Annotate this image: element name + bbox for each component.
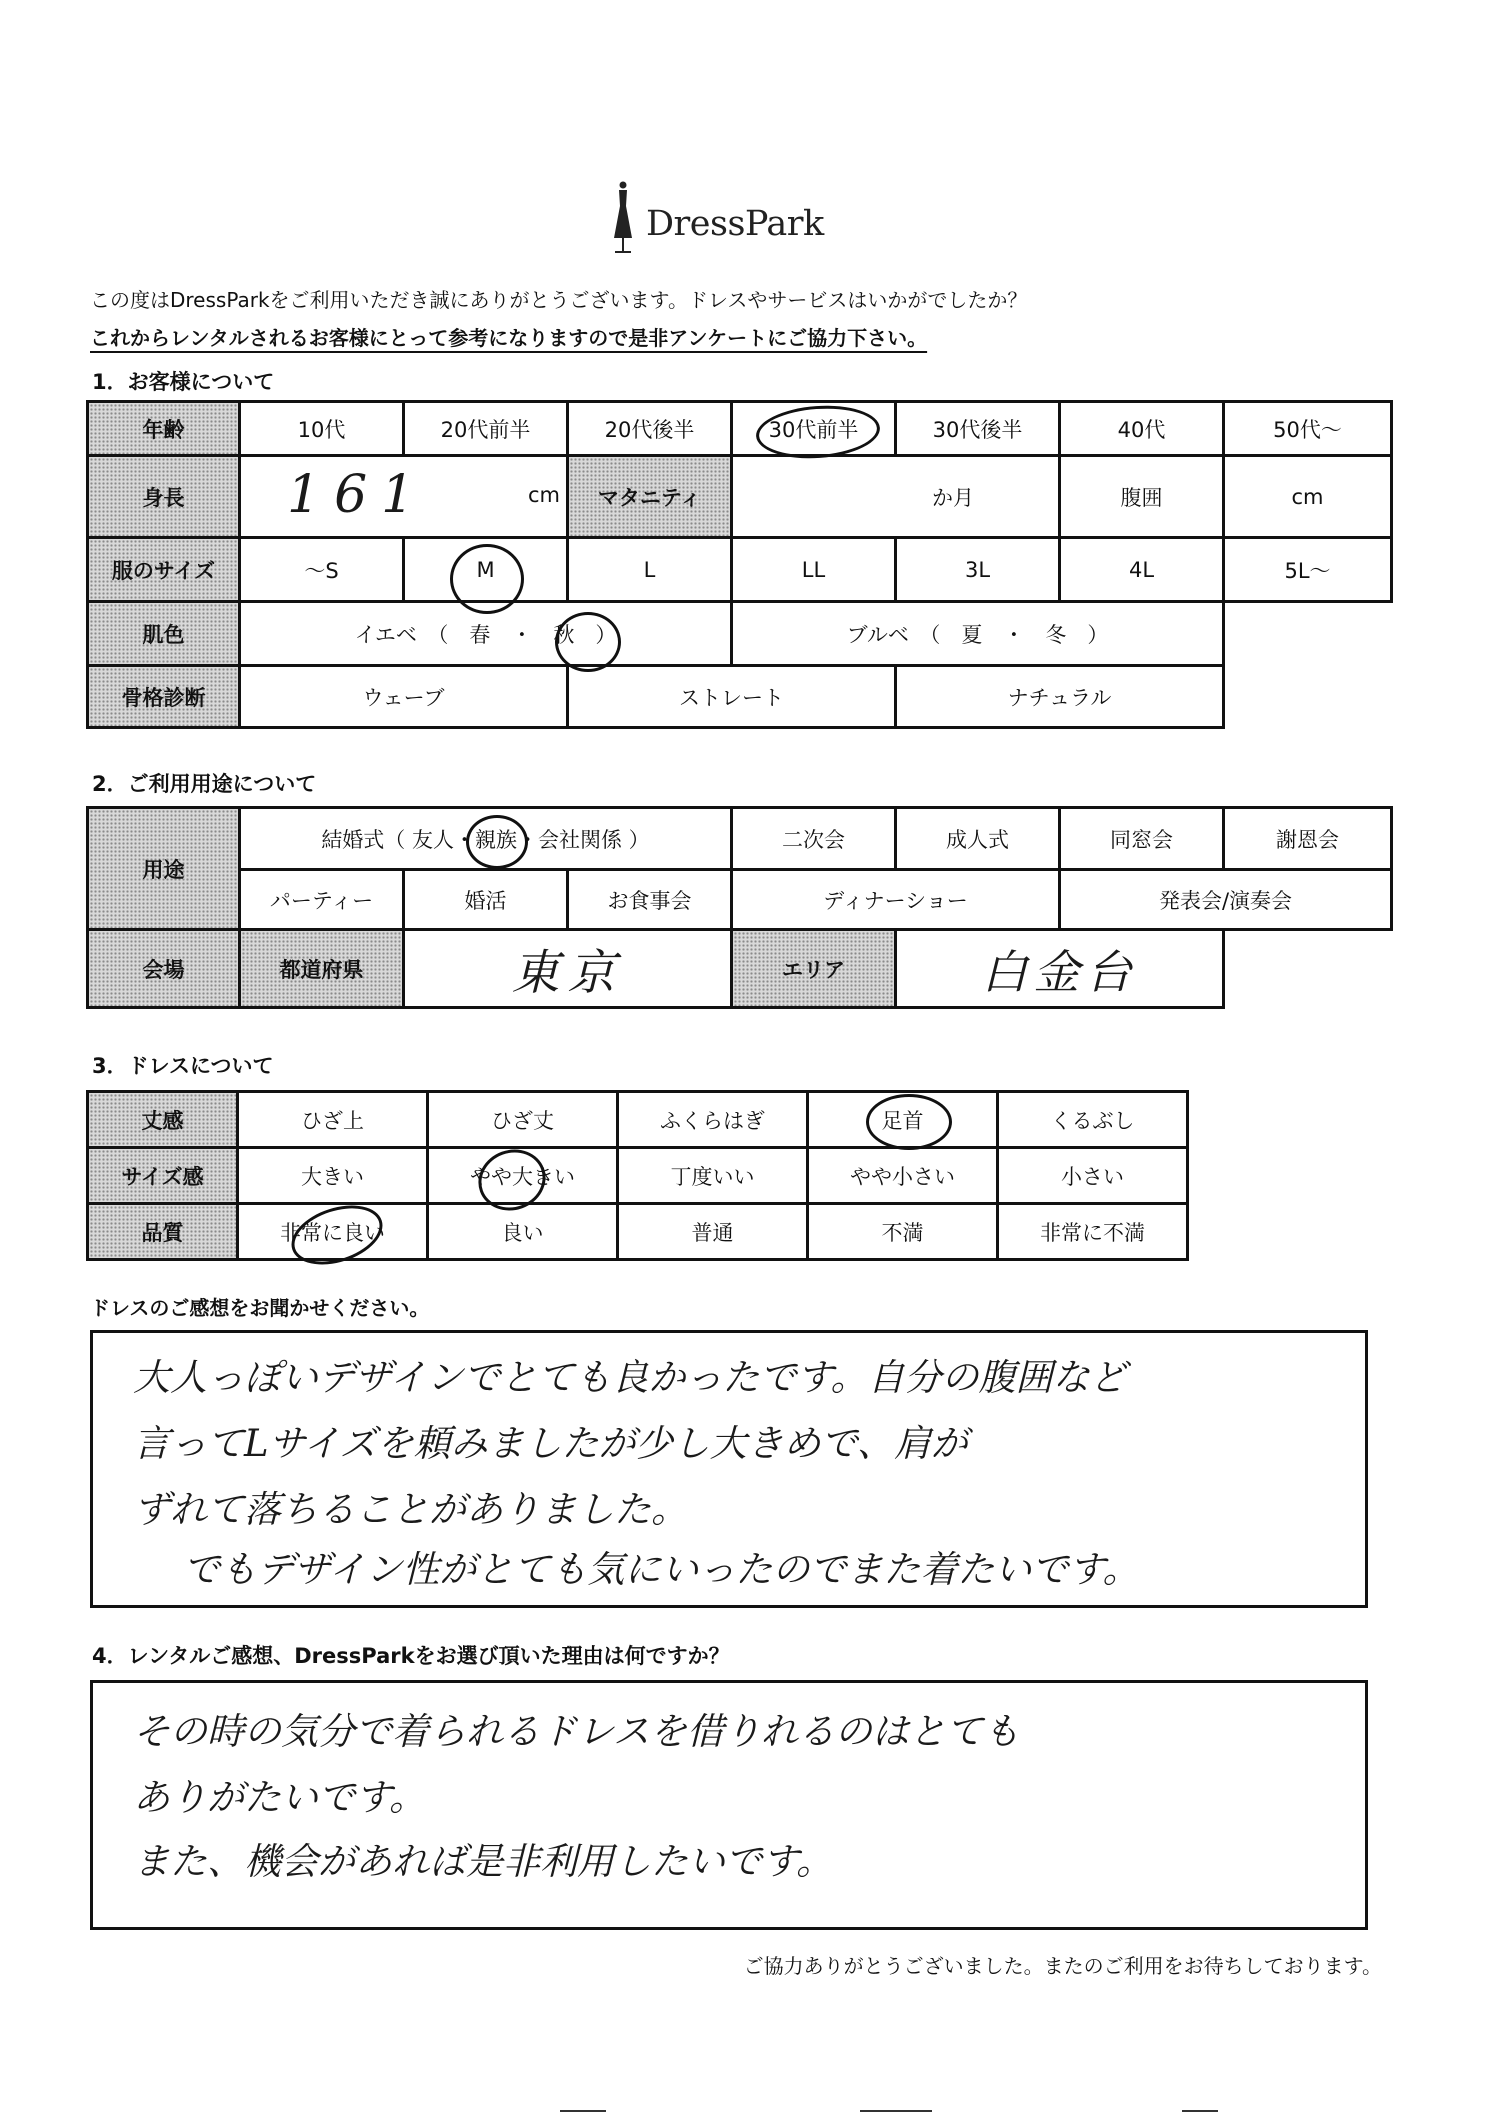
closing-message: ご協力ありがとうございました。またのご利用をお待ちしております。 xyxy=(743,1954,1382,1978)
skin-yellow-option[interactable]: イエベ （ 春 ・ 秋 ） xyxy=(240,602,732,666)
waist-label: 腹囲 xyxy=(1060,456,1224,538)
section-1-title: 1．お客様について xyxy=(92,370,275,394)
fit-option[interactable]: 小さい xyxy=(998,1148,1188,1204)
intro-line-2: これからレンタルされるお客様にとって参考になりますので是非アンケートにご協力下さい。 xyxy=(90,326,928,350)
comment-line: 言ってLサイズを頼みましたが少し大きめで、肩が xyxy=(133,1422,968,1465)
size-option[interactable]: L xyxy=(568,538,732,602)
size-option[interactable]: 4L xyxy=(1060,538,1224,602)
prefecture-label: 都道府県 xyxy=(240,930,404,1008)
fit-row xyxy=(88,1148,1188,1204)
age-option[interactable]: 50代～ xyxy=(1224,402,1392,456)
size-option[interactable]: ～S xyxy=(240,538,404,602)
age-row xyxy=(88,402,1392,456)
height-unit: cm xyxy=(527,483,560,507)
size-option[interactable]: LL xyxy=(732,538,896,602)
comment-line: ずれて落ちることがありました。 xyxy=(133,1488,688,1531)
purpose-option[interactable]: 発表会/演奏会 xyxy=(1060,870,1392,930)
prefecture-field[interactable] xyxy=(404,930,732,1008)
purpose-option[interactable]: 二次会 xyxy=(732,808,896,870)
length-row xyxy=(88,1092,1188,1148)
venue-label: 会場 xyxy=(88,930,240,1008)
length-option[interactable]: ひざ丈 xyxy=(428,1092,618,1148)
skeleton-option[interactable]: ウェーブ xyxy=(240,666,568,728)
comment-line: 大人っぽいデザインでとても良かったです。自分の腹囲など xyxy=(133,1356,1127,1399)
dress-icon xyxy=(608,180,638,258)
prefecture-value: 東京 xyxy=(511,945,624,1001)
comment-line: でもデザイン性がとても気にいったのでまた着たいです。 xyxy=(183,1548,1140,1591)
purpose-row-1 xyxy=(88,808,1392,870)
footer-mark xyxy=(860,2110,932,2112)
purpose-option[interactable]: 謝恩会 xyxy=(1224,808,1392,870)
brand-name: DressPark xyxy=(646,204,824,244)
intro-line-1: この度はDressParkをご利用いただき誠にありがとうございます。ドレスやサービスはいかがでしたか？ xyxy=(90,288,1028,312)
size-option-selected[interactable]: M xyxy=(404,538,568,602)
age-option[interactable]: 20代後半 xyxy=(568,402,732,456)
size-option[interactable]: 5L～ xyxy=(1224,538,1392,602)
purpose-label: 用途 xyxy=(88,808,240,930)
age-label: 年齢 xyxy=(88,402,240,456)
size-selection-circle xyxy=(450,544,524,614)
maternity-months-field[interactable] xyxy=(732,456,1060,538)
skeleton-option[interactable]: ストレート xyxy=(568,666,896,728)
dresspark-logo xyxy=(608,198,908,268)
dress-comment-box[interactable] xyxy=(90,1330,1368,1608)
fit-label: サイズ感 xyxy=(88,1148,238,1204)
comment-line: ありがたいです。 xyxy=(133,1776,427,1819)
maternity-label: マタニティ xyxy=(568,456,732,538)
height-field[interactable] xyxy=(240,456,568,538)
section-3-title: 3．ドレスについて xyxy=(92,1054,274,1078)
purpose-table xyxy=(86,806,1393,1009)
length-label: 丈感 xyxy=(88,1092,238,1148)
length-option-selected[interactable]: 足首 xyxy=(808,1092,998,1148)
quality-option[interactable]: 不満 xyxy=(808,1204,998,1260)
venue-row xyxy=(88,930,1392,1008)
size-row xyxy=(88,538,1392,602)
age-option[interactable]: 20代前半 xyxy=(404,402,568,456)
comment-line: また、機会があれば是非利用したいです。 xyxy=(133,1840,834,1883)
height-value: 161 xyxy=(287,465,429,525)
skin-selection-circle xyxy=(555,612,621,672)
age-option[interactable]: 40代 xyxy=(1060,402,1224,456)
purpose-option[interactable]: 婚活 xyxy=(404,870,568,930)
months-unit: か月 xyxy=(932,485,974,510)
footer-mark xyxy=(560,2110,606,2112)
age-option-selected[interactable]: 30代前半 xyxy=(732,402,896,456)
customer-table xyxy=(86,400,1393,729)
purpose-option-wedding[interactable]: 結婚式（ 友人・親族・会社関係 ） xyxy=(240,808,732,870)
skin-blue-option[interactable]: ブルベ （ 夏 ・ 冬 ） xyxy=(732,602,1224,666)
quality-option-selected[interactable]: 非常に良い xyxy=(238,1204,428,1260)
purpose-option[interactable]: 同窓会 xyxy=(1060,808,1224,870)
height-row xyxy=(88,456,1392,538)
skeleton-option[interactable]: ナチュラル xyxy=(896,666,1224,728)
quality-row xyxy=(88,1204,1188,1260)
length-selection-circle xyxy=(866,1094,952,1150)
blank-cell xyxy=(1224,602,1392,666)
section-4-title: 4．レンタルご感想、DressParkをお選び頂いた理由は何ですか？ xyxy=(92,1644,730,1668)
fit-option[interactable]: 大きい xyxy=(238,1148,428,1204)
skeleton-label: 骨格診断 xyxy=(88,666,240,728)
skin-label: 肌色 xyxy=(88,602,240,666)
fit-option-selected[interactable]: やや大きい xyxy=(428,1148,618,1204)
length-option[interactable]: ふくらはぎ xyxy=(618,1092,808,1148)
waist-unit: cm xyxy=(1291,484,1324,509)
length-option[interactable]: ひざ上 xyxy=(238,1092,428,1148)
purpose-selection-circle xyxy=(466,815,528,869)
area-label: エリア xyxy=(732,930,896,1008)
purpose-option[interactable]: 成人式 xyxy=(896,808,1060,870)
fit-option[interactable]: やや小さい xyxy=(808,1148,998,1204)
purpose-option[interactable]: お食事会 xyxy=(568,870,732,930)
purpose-option[interactable]: ディナーショー xyxy=(732,870,1060,930)
size-label: 服のサイズ xyxy=(88,538,240,602)
section-2-title: 2．ご利用用途について xyxy=(92,772,317,796)
length-option[interactable]: くるぶし xyxy=(998,1092,1188,1148)
skeleton-row xyxy=(88,666,1392,728)
skin-row xyxy=(88,602,1392,666)
purpose-option[interactable]: パーティー xyxy=(240,870,404,930)
height-label: 身長 xyxy=(88,456,240,538)
dress-comment-label: ドレスのご感想をお聞かせください。 xyxy=(90,1296,430,1320)
quality-label: 品質 xyxy=(88,1204,238,1260)
age-option[interactable]: 30代後半 xyxy=(896,402,1060,456)
quality-option[interactable]: 良い xyxy=(428,1204,618,1260)
blank-cell xyxy=(1224,666,1392,728)
size-option[interactable]: 3L xyxy=(896,538,1060,602)
quality-option[interactable]: 非常に不満 xyxy=(998,1204,1188,1260)
waist-field[interactable] xyxy=(1224,456,1392,538)
comment-line: その時の気分で着られるドレスを借りれるのはとても xyxy=(133,1710,1020,1753)
rental-comment-box[interactable] xyxy=(90,1680,1368,1930)
purpose-row-2 xyxy=(88,870,1392,930)
area-field[interactable] xyxy=(896,930,1224,1008)
area-value: 白金台 xyxy=(981,944,1138,999)
footer-mark xyxy=(1182,2110,1218,2112)
age-option[interactable]: 10代 xyxy=(240,402,404,456)
quality-option[interactable]: 普通 xyxy=(618,1204,808,1260)
dress-table xyxy=(86,1090,1189,1261)
blank-cell xyxy=(1224,930,1392,1008)
fit-option[interactable]: 丁度いい xyxy=(618,1148,808,1204)
